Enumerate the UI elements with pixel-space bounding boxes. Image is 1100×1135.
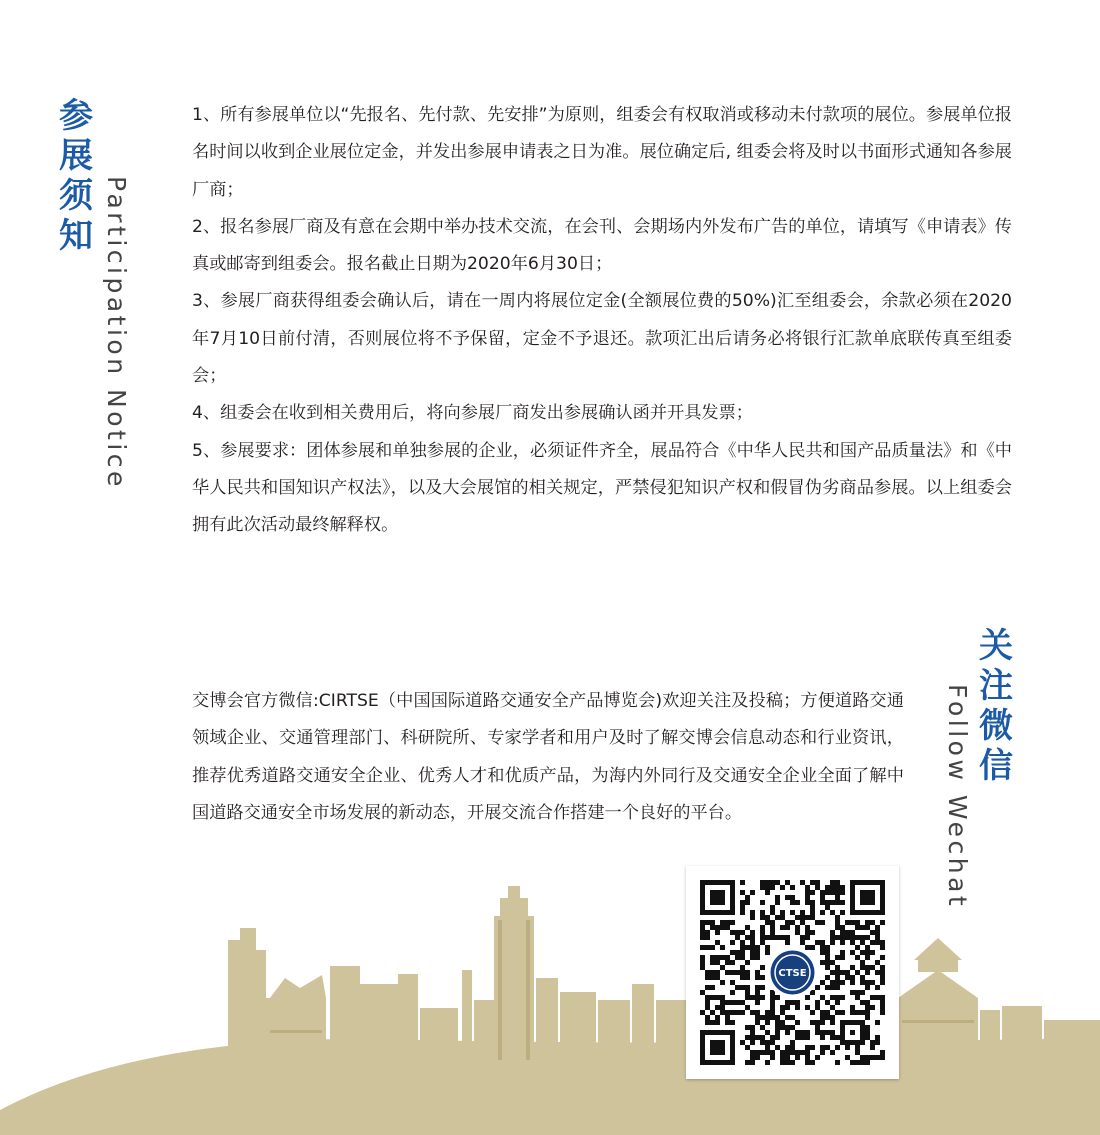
- notice-item: 2、报名参展厂商及有意在会期中举办技术交流，在会刊、会期场内外发布广告的单位，请填写《申请表》传真或邮寄到组委会。报名截止日期为2020年6月30日；: [192, 216, 1012, 275]
- city-skyline-illustration: [0, 880, 1100, 1135]
- notice-item: 5、参展要求：团体参展和单独参展的企业，必须证件齐全，展品符合《中华人民共和国产品质量法》和《中华人民共和国知识产权法》，以及大会展馆的相关规定，严禁侵犯知识产权和假冒伪劣商品参展。以上组委会拥有此次活动最终解释权。: [192, 440, 1012, 536]
- notice-body: [192, 97, 1012, 545]
- notice-title-en: Participation Notice: [102, 176, 131, 490]
- notice-title-cn: 参展须知: [59, 96, 93, 256]
- qr-center-logo: [767, 947, 819, 999]
- wechat-body: 交博会官方微信:CIRTSE（中国国际道路交通安全产品博览会)欢迎关注及投稿；方便道路交通领域企业、交通管理部门、科研院所、专家学者和用户及时了解交博会信息动态和行业资讯，推荐优秀道路交通安全企业、优秀人才和优质产品，为海内外同行及交通安全企业全面了解中国道路交通安全市场发展的新动态，开展交流合作搭建一个良好的平台。: [192, 691, 904, 823]
- notice-item: 3、参展厂商获得组委会确认后，请在一周内将展位定金(全额展位费的50%)汇至组委会，余款必须在2020年7月10日前付清，否则展位将不予保留，定金不予退还。款项汇出后请务必将银行汇款单底联传真至组委会；: [192, 291, 1012, 387]
- finder-pattern-top-left: [700, 880, 735, 915]
- wechat-title-en: Follow Wechat: [943, 684, 972, 910]
- notice-item: 4、组委会在收到相关费用后，将向参展厂商发出参展确认函并开具发票；: [192, 403, 753, 424]
- qr-code: [700, 880, 885, 1065]
- notice-item: 1、所有参展单位以“先报名、先付款、先安排”为原则，组委会有权取消或移动未付款项的展位。参展单位报名时间以收到企业展位定金，并发出参展申请表之日为准。展位确定后, 组委会将及时以书面形式通知各参展厂商；: [192, 105, 1012, 200]
- wechat-title-cn: 关注微信: [979, 626, 1013, 786]
- qr-logo-text: CTSE: [778, 968, 807, 979]
- qr-code-card: [686, 866, 899, 1079]
- finder-pattern-top-right: [850, 880, 885, 915]
- finder-pattern-bottom-left: [700, 1030, 735, 1065]
